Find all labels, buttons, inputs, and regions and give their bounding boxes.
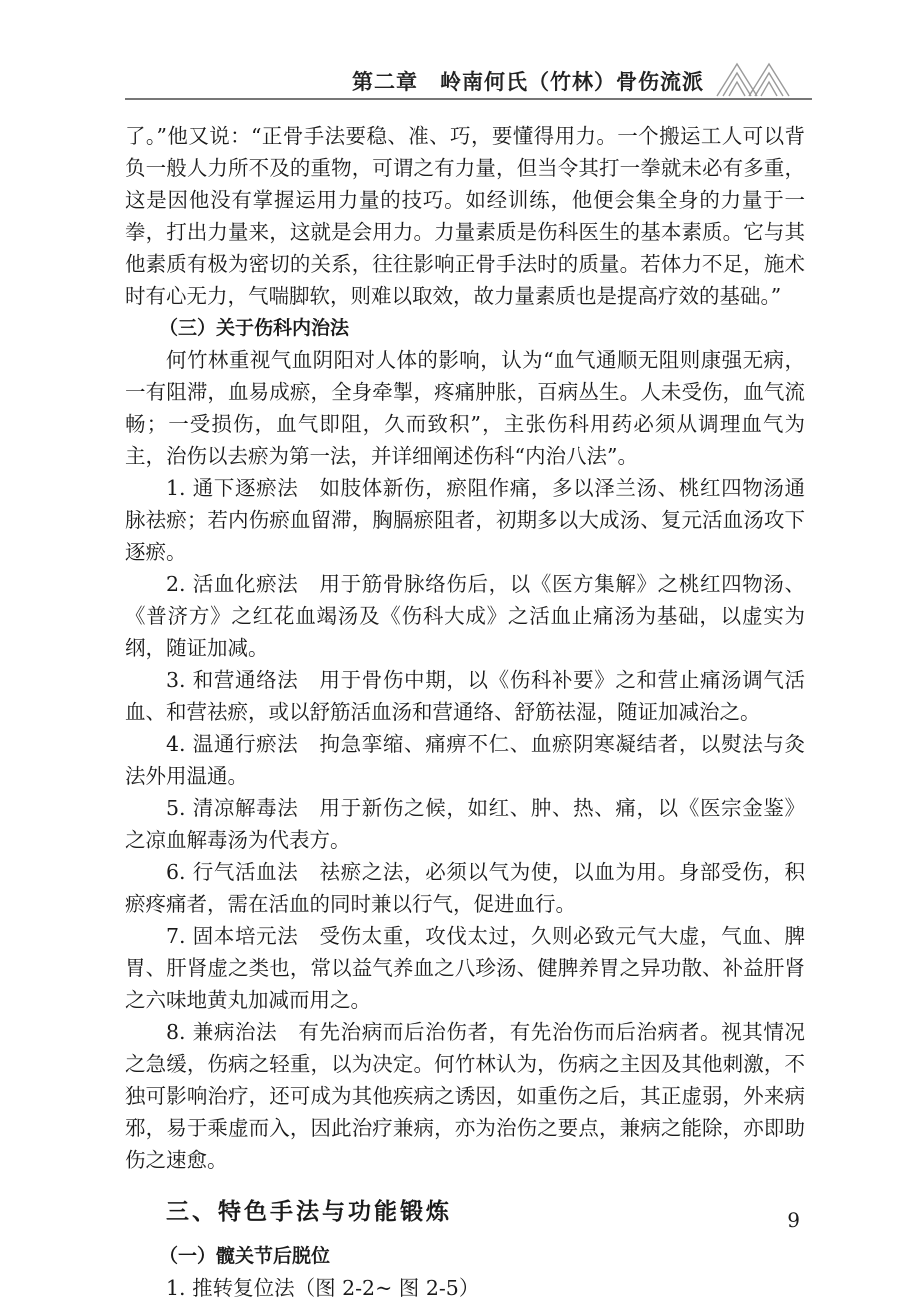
paragraph-continuation: 了。”他又说：“正骨手法要稳、准、巧，要懂得用力。一个搬运工人可以背负一般人力所不及的重物，可谓之有力量，但当令其打一拳就未必有多重，这是因他没有掌握运用力量的技巧。如经训练，他便会集全身的力量于一拳，打出力量来，这就是会用力。力量素质是伤科医生的基本素质。它与其他素质有极为密切的关系，往往影响正骨手法时的质量。若体力不足，施术时有心无力，气喘脚软，则难以取效，故力量素质也是提高疗效的基础。” [125,124,805,308]
subheading-hip-dislocation: （一）髋关节后脱位 [159,1245,331,1267]
method-item-5: 5. 清凉解毒法 用于新伤之候，如红、肿、热、痛，以《医宗金鉴》之凉血解毒汤为代表方。 [125,796,805,852]
method-item-6: 6. 行气活血法 祛瘀之法，必须以气为使，以血为用。身部受伤，积瘀疼痛者，需在活血的同时兼以行气，促进血行。 [125,860,805,916]
mountain-ornament-icon [715,58,795,98]
page-content [125,120,805,1304]
method-item-3: 3. 和营通络法 用于骨伤中期，以《伤科补要》之和营止痛汤调气活血、和营祛瘀，或以舒筋活血汤和营通络、舒筋祛湿，随证加减治之。 [125,668,805,724]
technique-item-1: 1. 推转复位法（图 2-2~ 图 2-5） [166,1276,480,1300]
page-number: 9 [787,1208,800,1232]
method-item-7: 7. 固本培元法 受伤太重，攻伐太过，久则必致元气大虚，气血、脾胃、肝肾虚之类也，常以益气养血之八珍汤、健脾养胃之异功散、补益肝肾之六味地黄丸加减而用之。 [125,924,805,1012]
subheading-internal-treatment: （三）关于伤科内治法 [159,317,350,339]
method-item-4: 4. 温通行瘀法 拘急挛缩、痛痹不仁、血瘀阴寒凝结者，以熨法与灸法外用温通。 [125,732,805,788]
method-item-1: 1. 通下逐瘀法 如肢体新伤，瘀阻作痛，多以泽兰汤、桃红四物汤通脉祛瘀；若内伤瘀血留滞，胸膈瘀阻者，初期多以大成汤、复元活血汤攻下逐瘀。 [125,476,805,564]
method-item-2: 2. 活血化瘀法 用于筋骨脉络伤后，以《医方集解》之桃红四物汤、《普济方》之红花血竭汤及《伤科大成》之活血止痛汤为基础，以虚实为纲，随证加减。 [125,572,805,660]
chapter-title: 第二章 岭南何氏（竹林）骨伤流派 [352,70,704,94]
paragraph-qi-blood: 何竹林重视气血阴阳对人体的影响，认为“血气通顺无阻则康强无病，一有阻滞，血易成瘀，全身牵掣，疼痛肿胀，百病丛生。人未受伤，血气流畅；一受损伤，血气即阻，久而致积”，主张伤科用药必须从调理血气为主，治伤以去瘀为第一法，并详细阐述伤科“内治八法”。 [125,348,805,468]
header-rule [125,98,812,100]
page-header [0,0,900,105]
section-heading-techniques: 三、特色手法与功能锻炼 [166,1199,452,1225]
method-item-8: 8. 兼病治法 有先治病而后治伤者，有先治伤而后治病者。视其情况之急缓，伤病之轻重，以为决定。何竹林认为，伤病之主因及其他刺激，不独可影响治疗，还可成为其他疾病之诱因，如重伤之后，其正虚弱，外来病邪，易于乘虚而入，因此治疗兼病，亦为治伤之要点，兼病之能除，亦即助伤之速愈。 [125,1020,805,1172]
